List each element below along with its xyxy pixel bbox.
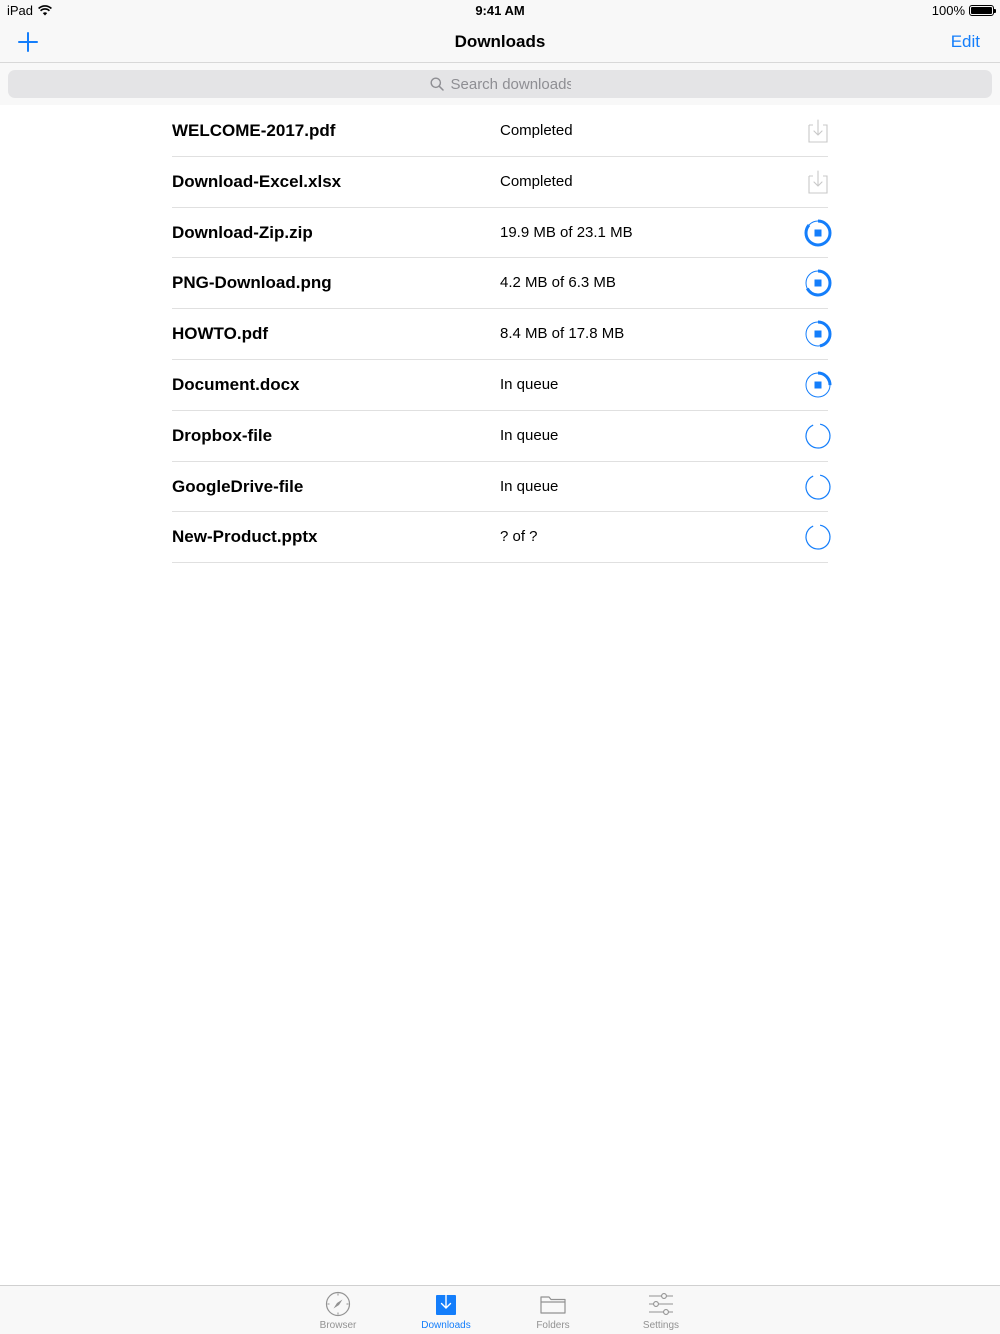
download-progress-icon	[804, 219, 832, 247]
download-progress-icon	[804, 269, 832, 297]
navigation-bar	[0, 22, 1000, 63]
stop-download-button[interactable]	[804, 320, 832, 348]
download-row[interactable]	[172, 360, 828, 411]
tab-downloads-label: Downloads	[421, 1320, 471, 1331]
sliders-icon	[647, 1291, 675, 1317]
status-bar	[0, 0, 1000, 22]
download-status: In queue	[500, 426, 559, 444]
queued-download-button[interactable]	[804, 473, 832, 501]
download-filename: Dropbox-file	[172, 425, 273, 445]
compass-icon	[325, 1291, 351, 1317]
download-filename: Download-Zip.zip	[172, 222, 313, 242]
queued-download-button[interactable]	[804, 422, 832, 450]
status-right	[932, 3, 994, 18]
device-label: iPad	[7, 3, 34, 18]
saved-file-icon	[804, 168, 832, 196]
queued-download-button[interactable]	[804, 523, 832, 551]
tab-browser-label: Browser	[319, 1320, 357, 1331]
edit-button[interactable]: Edit	[950, 32, 980, 51]
tab-settings[interactable]	[616, 1291, 706, 1331]
download-row[interactable]	[172, 512, 828, 563]
download-filename: Document.docx	[172, 374, 300, 394]
download-status: Completed	[500, 122, 573, 139]
download-status: ? of ?	[500, 528, 538, 546]
download-filename: PNG-Download.png	[172, 273, 332, 293]
download-status: Completed	[500, 172, 573, 190]
download-row[interactable]	[172, 411, 828, 462]
stop-download-button[interactable]	[804, 219, 832, 247]
search-bar	[0, 63, 1000, 105]
download-filename: New-Product.pptx	[172, 527, 318, 547]
stop-download-button[interactable]	[804, 371, 832, 399]
download-status: 8.4 MB of 17.8 MB	[500, 325, 625, 343]
tab-folders-label: Folders	[536, 1320, 570, 1331]
download-status: 19.9 MB of 23.1 MB	[500, 223, 633, 241]
tab-folders[interactable]	[508, 1291, 598, 1331]
tab-bar	[0, 1285, 1000, 1334]
stop-download-button[interactable]	[804, 269, 832, 297]
download-status: In queue	[500, 477, 559, 495]
download-filename: GoogleDrive-file	[172, 476, 304, 496]
queued-spinner-icon	[804, 473, 832, 501]
tab-downloads[interactable]	[401, 1291, 491, 1331]
search-field-container[interactable]	[8, 70, 992, 98]
battery-icon	[969, 5, 994, 16]
download-status: 4.2 MB of 6.3 MB	[500, 274, 616, 292]
saved-file-button[interactable]	[804, 117, 832, 145]
download-row[interactable]	[172, 309, 828, 360]
status-time: 9:41 AM	[475, 3, 525, 18]
download-row[interactable]	[172, 258, 828, 309]
downloads-list	[172, 106, 828, 563]
download-status: In queue	[500, 375, 559, 393]
download-row[interactable]	[172, 106, 828, 157]
queued-spinner-icon	[804, 523, 832, 551]
battery-percent: 100%	[931, 3, 965, 18]
download-filename: Download-Excel.xlsx	[172, 171, 342, 191]
download-icon	[433, 1291, 459, 1317]
page-title: Downloads	[454, 32, 546, 51]
saved-file-button[interactable]	[804, 168, 832, 196]
download-row[interactable]	[172, 157, 828, 208]
tab-browser[interactable]	[293, 1291, 383, 1331]
search-icon	[430, 77, 444, 91]
download-row[interactable]	[172, 208, 828, 259]
download-progress-icon	[804, 320, 832, 348]
queued-spinner-icon	[804, 422, 832, 450]
tab-settings-label: Settings	[642, 1320, 680, 1331]
download-row[interactable]	[172, 462, 828, 513]
download-progress-icon	[804, 371, 832, 399]
saved-file-icon	[804, 117, 832, 145]
download-filename: HOWTO.pdf	[172, 324, 268, 344]
search-input[interactable]	[451, 76, 571, 93]
folder-icon	[539, 1291, 567, 1317]
download-filename: WELCOME-2017.pdf	[172, 121, 336, 140]
